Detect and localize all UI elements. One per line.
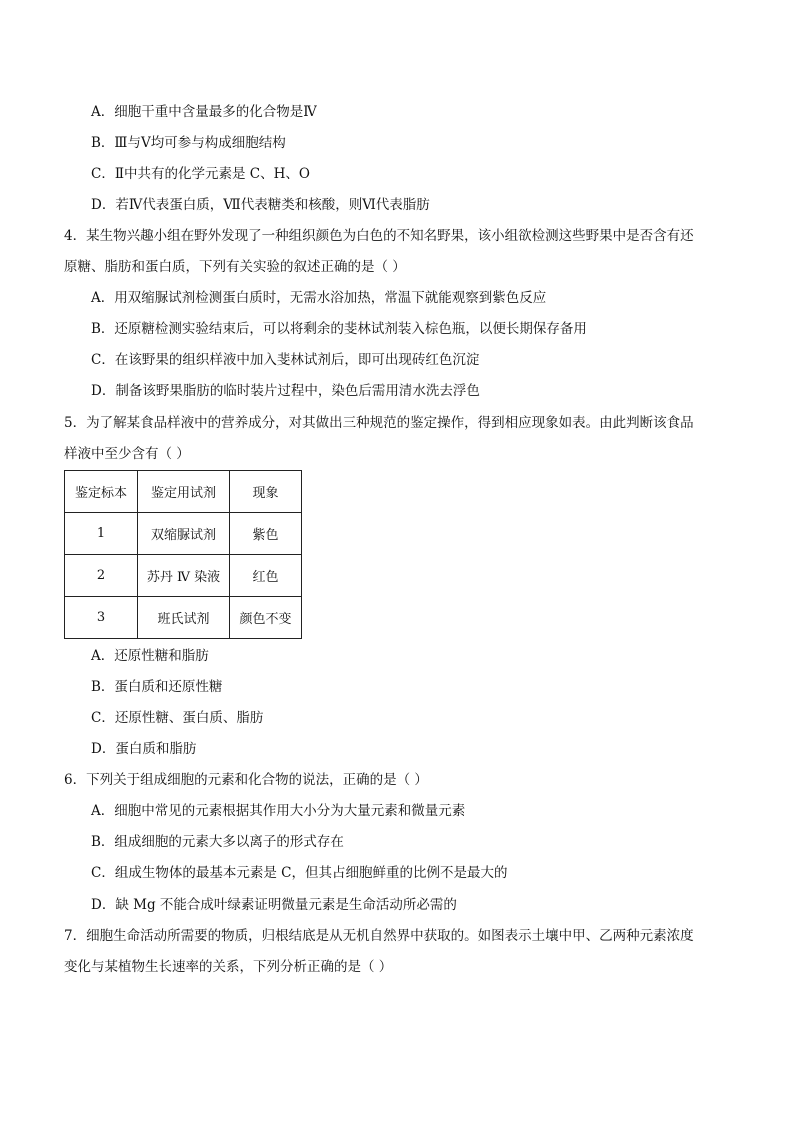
table-row (65, 597, 302, 639)
q4-option-a: A．用双缩脲试剂检测蛋白质时，无需水浴加热，常温下就能观察到紫色反应 (91, 290, 547, 306)
q5-option-b: B．蛋白质和还原性糖 (91, 679, 223, 695)
table-cell: 2 (65, 555, 138, 597)
table-header-cell: 鉴定标本 (65, 471, 138, 513)
table-cell: 1 (65, 513, 138, 555)
table-row (65, 513, 302, 555)
q6-stem: 6．下列关于组成细胞的元素和化合物的说法，正确的是（ ） (64, 772, 428, 788)
q5-option-d: D．蛋白质和脂肪 (91, 741, 197, 757)
table-cell: 班氏试剂 (138, 597, 230, 639)
q4-stem-line2: 原糖、脂肪和蛋白质，下列有关实验的叙述正确的是（ ） (64, 259, 406, 275)
table-header-cell: 现象 (230, 471, 302, 513)
q5-option-c: C．还原性糖、蛋白质、脂肪 (91, 710, 264, 726)
q5-stem-line2: 样液中至少含有（ ） (64, 446, 190, 462)
q4-option-c: C．在该野果的组织样液中加入斐林试剂后，即可出现砖红色沉淀 (91, 352, 480, 368)
q6-option-c: C．组成生物体的最基本元素是 C，但其占细胞鲜重的比例不是最大的 (91, 865, 508, 881)
q3-option-a: A．细胞干重中含量最多的化合物是Ⅳ (91, 104, 317, 120)
q3-option-b: B．Ⅲ与Ⅴ均可参与构成细胞结构 (91, 135, 286, 151)
q4-stem-line1: 4．某生物兴趣小组在野外发现了一种组织颜色为白色的不知名野果，该小组欲检测这些野果中是否含有还 (64, 228, 694, 244)
table-cell: 颜色不变 (230, 597, 302, 639)
table-cell: 双缩脲试剂 (138, 513, 230, 555)
q7-stem-line1: 7．细胞生命活动所需要的物质，归根结底是从无机自然界中获取的。如图表示土壤中甲、乙两种元素浓度 (64, 928, 694, 944)
table-cell: 红色 (230, 555, 302, 597)
q5-stem-line1: 5．为了解某食品样液中的营养成分，对其做出三种规范的鉴定操作，得到相应现象如表。由此判断该食品 (64, 415, 694, 431)
q3-option-c: C．Ⅱ中共有的化学元素是 C、H、O (91, 166, 310, 182)
table-header-row (65, 471, 302, 513)
table-header-cell: 鉴定用试剂 (138, 471, 230, 513)
table-cell: 紫色 (230, 513, 302, 555)
q6-option-d: D．缺 Mg 不能合成叶绿素证明微量元素是生命活动所必需的 (91, 897, 457, 913)
table-row (65, 555, 302, 597)
reagent-table (64, 470, 302, 639)
q4-option-d: D．制备该野果脂肪的临时装片过程中，染色后需用清水洗去浮色 (91, 383, 480, 399)
q4-option-b: B．还原糖检测实验结束后，可以将剩余的斐林试剂装入棕色瓶，以便长期保存备用 (91, 321, 587, 337)
q5-option-a: A．还原性糖和脂肪 (91, 648, 209, 664)
q6-option-b: B．组成细胞的元素大多以离子的形式存在 (91, 834, 344, 850)
table-cell: 苏丹 Ⅳ 染液 (138, 555, 230, 597)
table-cell: 3 (65, 597, 138, 639)
q7-stem-line2: 变化与某植物生长速率的关系，下列分析正确的是（ ） (64, 959, 393, 975)
q3-option-d: D．若Ⅳ代表蛋白质，Ⅶ代表糖类和核酸，则Ⅵ代表脂肪 (91, 197, 430, 213)
q6-option-a: A．细胞中常见的元素根据其作用大小分为大量元素和微量元素 (91, 803, 466, 819)
